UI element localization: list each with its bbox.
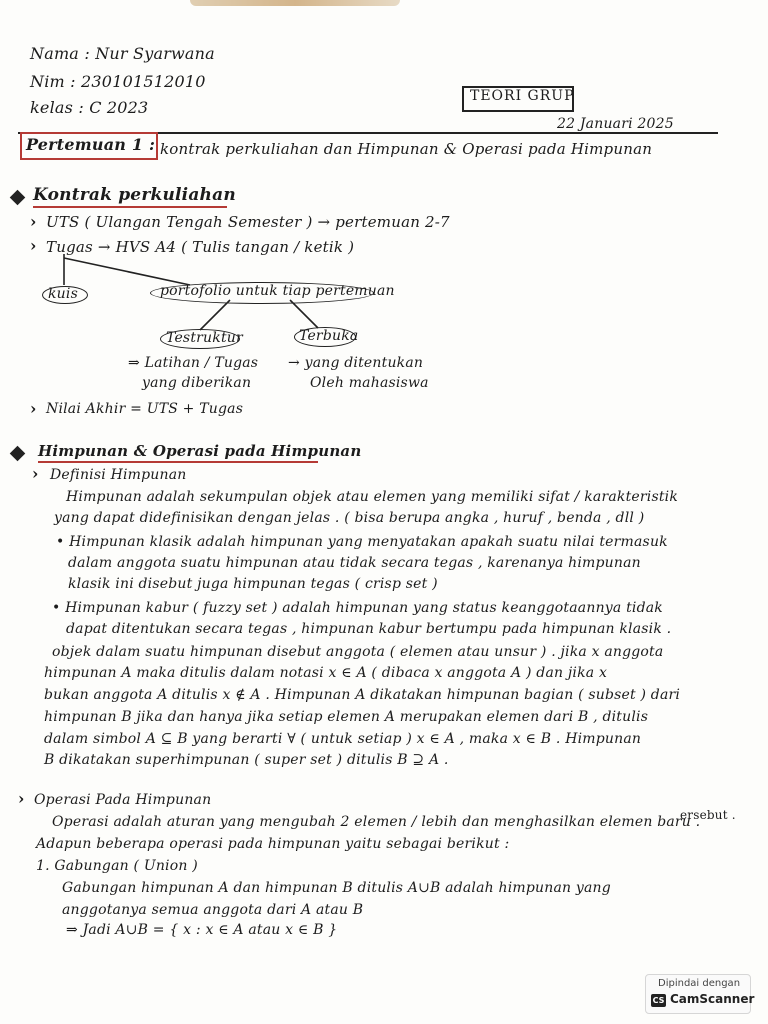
himpunan-line: dapat ditentukan secara tegas , himpunan kabur bertumpu pada himpunan klasik . — [66, 621, 672, 637]
kuis-label: kuis — [48, 286, 78, 302]
operasi-line: Operasi adalah aturan yang mengubah 2 elemen / lebih dan menghasilkan elemen baru . — [52, 814, 701, 830]
operasi-line: ⇒ Jadi A∪B = { x : x ∈ A atau x ∈ B } — [66, 922, 338, 938]
himpunan-line: himpunan A maka ditulis dalam notasi x ∈ A ( dibaca x anggota A ) dan jika x — [44, 665, 608, 681]
nilai-akhir: Nilai Akhir = UTS + Tugas — [46, 401, 244, 417]
course-title: TEORI GRUP — [470, 88, 575, 104]
definisi-heading: Definisi Himpunan — [50, 467, 187, 483]
ditentukan-line2: Oleh mahasiswa — [310, 375, 429, 391]
himpunan-underline — [38, 461, 318, 463]
himpunan-line: • Himpunan klasik adalah himpunan yang menyatakan apakah suatu nilai termasuk — [56, 534, 668, 550]
terbuka-label: Terbuka — [299, 328, 359, 344]
student-name: Nama : Nur Syarwana — [30, 44, 215, 63]
chevron-right-icon: › — [30, 212, 37, 231]
himpunan-line: himpunan B jika dan hanya jika setiap elemen A merupakan elemen dari B , ditulis — [44, 709, 649, 725]
operasi-line: Adapun beberapa operasi pada himpunan yaitu sebagai berikut : — [36, 836, 510, 852]
watermark-brand: CamScanner — [670, 992, 755, 1006]
camscanner-watermark — [645, 974, 755, 1014]
operasi-line: anggotanya semua anggota dari A atau B — [62, 902, 364, 918]
himpunan-line: dalam simbol A ⊆ B yang berarti ∀ ( untuk setiap ) x ∈ A , maka x ∈ B . Himpunan — [44, 731, 642, 747]
chevron-right-icon: › — [32, 464, 39, 483]
himpunan-line: objek dalam suatu himpunan disebut anggota ( elemen atau unsur ) . jika x anggota — [52, 644, 664, 660]
chevron-right-icon: › — [30, 399, 37, 418]
side-note: ersebut . — [680, 808, 736, 822]
kontrak-uts: UTS ( Ulangan Tengah Semester ) → pertemuan 2-7 — [46, 213, 450, 231]
student-class: kelas : C 2023 — [30, 98, 149, 117]
pertemuan-label: Pertemuan 1 : — [26, 135, 156, 154]
chevron-right-icon: › — [18, 789, 25, 808]
pertemuan-topic: kontrak perkuliahan dan Himpunan & Operasi pada Himpunan — [160, 140, 653, 158]
latihan-line2: yang diberikan — [142, 375, 252, 391]
himpunan-line: yang dapat didefinisikan dengan jelas . ( bisa berupa angka , huruf , benda , dll ) — [54, 510, 645, 526]
terstruktur-label: Testruktur — [166, 330, 243, 346]
himpunan-line: dalam anggota suatu himpunan atau tidak secara tegas , karenanya himpunan — [68, 555, 641, 571]
latihan-line1: ⇒ Latihan / Tugas — [128, 355, 259, 371]
date: 22 Januari 2025 — [557, 116, 674, 132]
operasi-heading: Operasi Pada Himpunan — [34, 792, 212, 808]
ditentukan-line1: → yang ditentukan — [288, 355, 424, 371]
operasi-line: 1. Gabungan ( Union ) — [36, 858, 198, 874]
operasi-line: Gabungan himpunan A dan himpunan B ditulis A∪B adalah himpunan yang — [62, 880, 611, 896]
himpunan-line: • Himpunan kabur ( fuzzy set ) adalah himpunan yang status keanggotaannya tidak — [52, 600, 663, 616]
portofolio-label: portofolio untuk tiap pertemuan — [160, 283, 395, 299]
himpunan-line: Himpunan adalah sekumpulan objek atau elemen yang memiliki sifat / karakteristik — [66, 489, 679, 505]
himpunan-line: bukan anggota A ditulis x ∉ A . Himpunan A dikatakan himpunan bagian ( subset ) dari — [44, 687, 681, 703]
student-nim: Nim : 230101512010 — [30, 72, 206, 91]
chevron-right-icon: › — [30, 236, 37, 255]
himpunan-heading: Himpunan & Operasi pada Himpunan — [38, 442, 362, 460]
camscanner-logo-icon: CS — [652, 996, 665, 1005]
himpunan-line: B dikatakan superhimpunan ( super set ) ditulis B ⊇ A . — [44, 752, 449, 768]
himpunan-line: klasik ini disebut juga himpunan tegas ( crisp set ) — [68, 576, 438, 592]
kontrak-tugas: Tugas → HVS A4 ( Tulis tangan / ketik ) — [46, 238, 355, 256]
watermark-line1: Dipindai dengan — [658, 978, 741, 989]
kontrak-heading: Kontrak perkuliahan — [33, 185, 236, 205]
